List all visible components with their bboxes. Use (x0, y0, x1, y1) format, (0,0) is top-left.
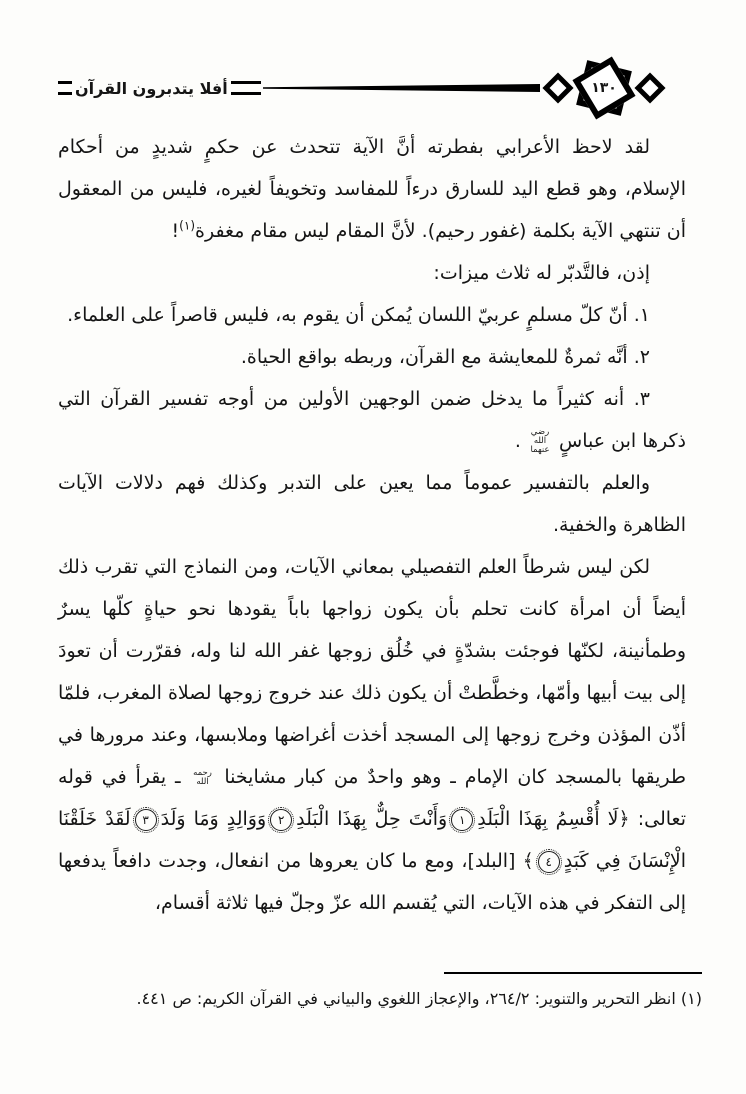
merit-item-2: ٢. أنَّه ثمرةٌ للمعايشة مع القرآن، وربطه بواقع الحياة. (240, 346, 650, 368)
quran-verse-1: لَا أُقْسِمُ بِهَذَا الْبَلَدِ (477, 808, 619, 830)
ayah-marker-4: ٤ (538, 851, 560, 873)
page-body (0, 120, 746, 924)
merit-item-3-tail: . (514, 430, 527, 452)
paragraph-intro-text: لقد لاحظ الأعرابي بفطرته أنَّ الآية تتحدث عن حكمٍ شديدٍ من أحكام الإسلام، وهو قطع اليد للسارق درءاً للمفاسد وتخويفاً لغيره، فليس من المعقول أن تنتهي الآية بكلمة (غفور رحيم). لأنَّ المقام ليس مقام مغفرة (58, 136, 686, 242)
footnote-area (0, 972, 746, 1014)
story-text-mid: ـ يقرأ في قوله تعالى: (58, 766, 686, 830)
page-header (0, 52, 746, 124)
paragraph-intro-tail: ! (171, 220, 180, 242)
footnote-text: (١) انظر التحرير والتنوير: ٢٦٤/٢، والإعجاز اللغوي والبياني في القرآن الكريم: ص ٤٤١. (136, 989, 702, 1008)
ayah-marker-1: ١ (451, 809, 473, 831)
quran-verse-2: وَأَنْتَ حِلٌّ بِهَذَا الْبَلَدِ (296, 808, 448, 830)
page-number-ornament (575, 59, 633, 117)
story-text-after: ، ومع ما كان يعروها من انفعال، وجدت دافعاً يدفعها إلى التفكر في هذه الآيات، التي يُقسم الله عزّ وجلّ فيها ثلاثة أقسام، (58, 850, 686, 914)
honorific-imam: رحمه الله (193, 767, 212, 787)
paragraph-tafsir: والعلم بالتفسير عموماً مما يعين على التدبر وكذلك فهم دلالات الآيات الظاهرة والخفية. (58, 472, 686, 536)
paragraph-merits-lead: إذن، فالتَّدبّر له ثلاث ميزات: (433, 262, 650, 284)
running-head-title: أفلا يتدبرون القرآن (75, 78, 228, 98)
header-double-line-left (58, 81, 72, 95)
quran-open-bracket: ﴿ (618, 808, 630, 830)
diamond-ornament-icon (542, 72, 573, 103)
paragraph-story (58, 546, 686, 924)
merit-item-3 (58, 378, 686, 462)
footnote-ref-marker: (١) (179, 218, 195, 233)
story-text-before: لكن ليس شرطاً العلم التفصيلي بمعاني الآيات، ومن النماذج التي تقرب ذلك أيضاً أن امرأة كانت تحلم بأن يكون زواجها باباً يقودها نحو حياةٍ كلّها يسرٌ وطمأنينة، لكنّها فوجئت بشدّةٍ في خُلُق زوجها غفر الله لنا وله، فقرّرت أن تعودَ إلى بيت أبيها وأمّها، وخطَّطتْ أن يكون ذلك عند خروج زوجها لصلاة المغرب، فلمّا أذّن المؤذن وخرج زوجها إلى المسجد أخذت أغراضها وملابسها، وعند مرورها في طريقها بالمسجد كان الإمام ـ وهو واحدٌ من كبار مشايخنا (58, 556, 687, 788)
honorific-ibn-abbas: رضي الله عنهما (530, 427, 550, 455)
quran-close-bracket: ﴾ (522, 850, 534, 872)
page-number: ١٣٠ (591, 80, 617, 96)
diamond-ornament-icon (634, 72, 665, 103)
quran-verse-4: لَقَدْ خَلَقْنَا الْإِنْسَانَ فِي كَبَدٍ (58, 808, 686, 872)
ayah-marker-2: ٢ (270, 809, 292, 831)
paragraph-intro (58, 126, 686, 252)
quran-verse-3: وَوَالِدٍ وَمَا وَلَدَ (160, 808, 267, 830)
merit-item-3-text: ٣. أنه كثيراً ما يدخل ضمن الوجهين الأولين من أوجه تفسير القرآن التي ذكرها ابن عباسٍ (58, 388, 686, 452)
surah-reference: [البلد] (467, 850, 516, 872)
merit-item-1: ١. أنّ كلّ مسلمٍ عربيّ اللسان يُمكن أن يقوم به، فليس قاصراً على العلماء. (67, 304, 650, 326)
footnote-separator (444, 972, 702, 974)
header-double-line-right (231, 81, 261, 95)
header-rule (263, 84, 540, 92)
ayah-marker-3: ٣ (135, 809, 157, 831)
